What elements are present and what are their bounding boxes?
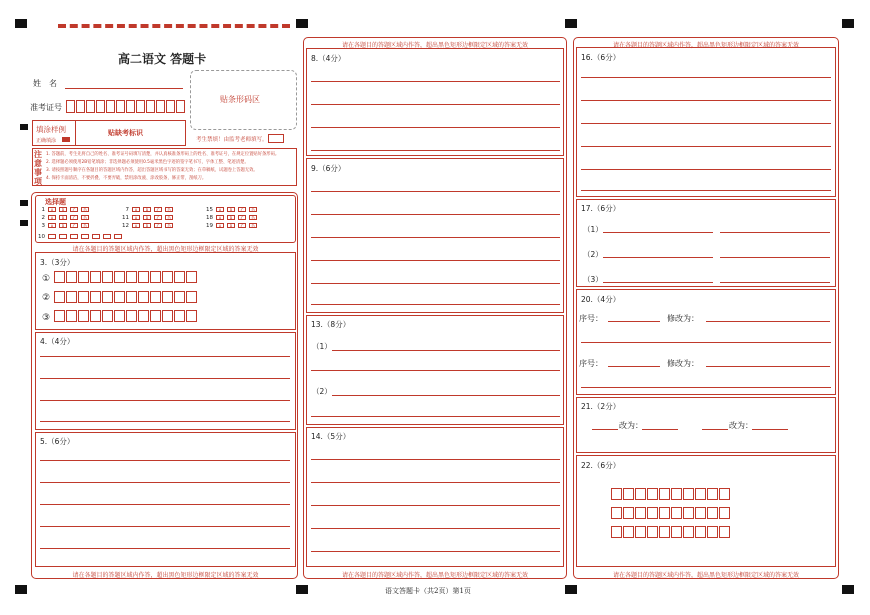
- answer-line[interactable]: [603, 232, 713, 233]
- q16-section: [576, 47, 836, 197]
- answer-line[interactable]: [720, 232, 830, 233]
- q3-grid-row[interactable]: [54, 291, 198, 303]
- q21-word-field[interactable]: [702, 429, 728, 430]
- mc-title: 选择题: [45, 198, 66, 206]
- answer-line[interactable]: [581, 123, 831, 124]
- timing-mark: [20, 124, 28, 130]
- answer-line[interactable]: [581, 100, 831, 101]
- grid-cell[interactable]: [66, 271, 77, 283]
- mc-row[interactable]: 7 A B C D: [120, 207, 176, 213]
- answer-line[interactable]: [332, 395, 560, 396]
- grid-cell[interactable]: [186, 291, 197, 303]
- grid-cell[interactable]: [90, 271, 101, 283]
- answer-line[interactable]: [40, 482, 290, 483]
- fill-sample-label: 填涂样例: [36, 125, 66, 134]
- q20-seq-label: 序号：: [579, 359, 603, 368]
- grid-cell[interactable]: [138, 310, 149, 322]
- grid-cell[interactable]: [150, 310, 161, 322]
- examiner-checkbox[interactable]: [268, 134, 284, 143]
- notice-item: 4. 保持卡面清洁，不要折叠、不要弄破，禁用涂改液、涂改胶条，修正带，刮纸刀。: [46, 176, 207, 181]
- q3-row-label: ③: [42, 313, 51, 323]
- q3-grid-row[interactable]: [54, 271, 198, 283]
- q21-change-field[interactable]: [642, 429, 678, 430]
- q3-title: 3.（3分）: [40, 258, 75, 267]
- notice-item: 3. 请按照题号顺序在各题目的答题区域内作答，超出答题区域书写的答案无效；在草稿纸、试题卷上答题无效。: [46, 168, 258, 173]
- warning-text: 请在各题目的答题区域内作答，超出黑色矩形边框限定区域的答案无效: [341, 572, 528, 579]
- q3-grid-row[interactable]: [54, 310, 198, 322]
- grid-cell[interactable]: [659, 507, 670, 519]
- answer-line[interactable]: [311, 150, 560, 151]
- answer-line[interactable]: [311, 191, 560, 192]
- grid-cell[interactable]: [659, 488, 670, 500]
- grid-cell[interactable]: [695, 526, 706, 538]
- answer-line[interactable]: [311, 283, 560, 284]
- grid-cell[interactable]: [162, 291, 173, 303]
- q5-section: [35, 432, 296, 567]
- fill-sample-sub: 正确填涂: [36, 138, 57, 144]
- grid-cell[interactable]: [683, 507, 694, 519]
- answer-line[interactable]: [40, 548, 290, 549]
- answer-line[interactable]: [311, 81, 560, 82]
- grid-cell[interactable]: [623, 507, 634, 519]
- q21-change-label: 改为：: [729, 421, 753, 430]
- warning-text: 请在各题目的答题区域内作答，超出黑色矩形边框限定区域的答案无效: [612, 42, 799, 49]
- answer-line[interactable]: [581, 169, 831, 170]
- exam-id-boxes[interactable]: [66, 98, 186, 117]
- q9-section: [306, 158, 564, 313]
- grid-cell[interactable]: [186, 310, 197, 322]
- grid-cell[interactable]: [611, 526, 622, 538]
- grid-cell[interactable]: [138, 291, 149, 303]
- warning-text: 请在各题目的答题区域内作答，超出黑色矩形边框限定区域的答案无效: [341, 42, 528, 49]
- q16-title: 16.（6分）: [581, 53, 621, 62]
- answer-line[interactable]: [311, 416, 560, 417]
- timing-mark: [296, 19, 308, 28]
- q22-grid-row[interactable]: [611, 526, 731, 538]
- grid-cell[interactable]: [707, 507, 718, 519]
- q8-title: 8.（4分）: [311, 54, 346, 63]
- grid-cell[interactable]: [78, 291, 89, 303]
- missing-exam-label: 贴缺考标识: [108, 129, 143, 137]
- grid-cell[interactable]: [623, 526, 634, 538]
- q17-sub-label: （1）: [583, 225, 603, 234]
- answer-line[interactable]: [40, 421, 290, 422]
- grid-cell[interactable]: [671, 488, 682, 500]
- q3-row-label: ①: [42, 274, 51, 284]
- timing-mark: [565, 19, 577, 28]
- grid-cell[interactable]: [647, 507, 658, 519]
- grid-cell[interactable]: [114, 310, 125, 322]
- grid-cell[interactable]: [635, 526, 646, 538]
- answer-line[interactable]: [40, 400, 290, 401]
- grid-cell[interactable]: [174, 271, 185, 283]
- answer-line[interactable]: [332, 350, 560, 351]
- grid-cell[interactable]: [54, 310, 65, 322]
- q20-fix-field[interactable]: [706, 366, 830, 367]
- q20-fix-label: 修改为：: [667, 314, 699, 323]
- answer-line[interactable]: [581, 387, 831, 388]
- timing-mark: [842, 19, 854, 28]
- answer-line[interactable]: [720, 257, 830, 258]
- answer-line[interactable]: [581, 342, 831, 343]
- q13-sub-label: （1）: [312, 342, 332, 351]
- grid-cell[interactable]: [647, 526, 658, 538]
- mc-row[interactable]: 18 A B C D: [204, 215, 260, 221]
- grid-cell[interactable]: [138, 271, 149, 283]
- mc-row-10[interactable]: 10: [36, 234, 125, 240]
- grid-cell[interactable]: [90, 310, 101, 322]
- q21-word-field[interactable]: [592, 429, 618, 430]
- q17-sub-label: （2）: [583, 250, 603, 259]
- notice-label: 注意事项: [34, 150, 42, 186]
- answer-line[interactable]: [581, 146, 831, 147]
- grid-cell[interactable]: [126, 291, 137, 303]
- filled-bubble-icon: [62, 137, 70, 142]
- q21-title: 21.（2分）: [581, 402, 621, 411]
- grid-cell[interactable]: [126, 310, 137, 322]
- grid-cell[interactable]: [719, 488, 730, 500]
- answer-line[interactable]: [40, 460, 290, 461]
- mc-row[interactable]: 3 A B C D: [36, 223, 92, 229]
- grid-cell[interactable]: [114, 291, 125, 303]
- answer-line[interactable]: [720, 282, 830, 283]
- q3-row-label: ②: [42, 293, 51, 303]
- q13-sub-label: （2）: [312, 387, 332, 396]
- grid-cell[interactable]: [683, 526, 694, 538]
- answer-line[interactable]: [40, 504, 290, 505]
- mc-row[interactable]: 1 A B C D: [36, 207, 92, 213]
- grid-cell[interactable]: [695, 507, 706, 519]
- answer-line[interactable]: [581, 190, 831, 191]
- grid-cell[interactable]: [162, 271, 173, 283]
- grid-cell[interactable]: [671, 507, 682, 519]
- answer-line[interactable]: [311, 260, 560, 261]
- grid-cell[interactable]: [719, 526, 730, 538]
- grid-cell[interactable]: [66, 291, 77, 303]
- grid-cell[interactable]: [102, 291, 113, 303]
- q17-sub-label: （3）: [583, 275, 603, 284]
- grid-cell[interactable]: [707, 488, 718, 500]
- grid-cell[interactable]: [54, 291, 65, 303]
- examiner-note: 考生禁填！由监考老师填写。: [196, 137, 268, 143]
- grid-cell[interactable]: [186, 271, 197, 283]
- warning-text: 请在各题目的答题区域内作答，超出黑色矩形边框限定区域的答案无效: [72, 246, 259, 253]
- answer-line[interactable]: [311, 505, 560, 506]
- q21-change-label: 改为：: [619, 421, 643, 430]
- q22-grid-row[interactable]: [611, 488, 731, 500]
- grid-cell[interactable]: [647, 488, 658, 500]
- grid-cell[interactable]: [611, 488, 622, 500]
- answer-line[interactable]: [311, 459, 560, 460]
- q9-title: 9.（6分）: [311, 164, 346, 173]
- grid-cell[interactable]: [719, 507, 730, 519]
- exam-id-label: 准考证号: [30, 103, 62, 112]
- grid-cell[interactable]: [66, 310, 77, 322]
- grid-cell[interactable]: [659, 526, 670, 538]
- q20-fix-field[interactable]: [706, 321, 830, 322]
- grid-cell[interactable]: [90, 291, 101, 303]
- timing-mark: [15, 19, 27, 28]
- mc-row[interactable]: 19 A B C D: [204, 223, 260, 229]
- mc-row[interactable]: 2 A B C D: [36, 215, 92, 221]
- grid-cell[interactable]: [126, 271, 137, 283]
- answer-line[interactable]: [603, 257, 713, 258]
- answer-line[interactable]: [311, 528, 560, 529]
- grid-cell[interactable]: [623, 488, 634, 500]
- grid-cell[interactable]: [635, 488, 646, 500]
- q22-title: 22.（6分）: [581, 461, 621, 470]
- answer-line[interactable]: [603, 282, 713, 283]
- answer-line[interactable]: [581, 77, 831, 78]
- grid-cell[interactable]: [78, 310, 89, 322]
- answer-line[interactable]: [311, 482, 560, 483]
- timing-mark: [296, 585, 308, 594]
- answer-line[interactable]: [311, 214, 560, 215]
- answer-line[interactable]: [311, 551, 560, 552]
- timing-mark: [842, 585, 854, 594]
- q21-change-field[interactable]: [752, 429, 788, 430]
- mc-row[interactable]: 15 A B C D: [204, 207, 260, 213]
- page-title: 高二语文 答题卡: [118, 52, 207, 66]
- grid-cell[interactable]: [611, 507, 622, 519]
- grid-cell[interactable]: [162, 310, 173, 322]
- timing-bar: [58, 24, 290, 28]
- q20-title: 20.（4分）: [581, 295, 621, 304]
- barcode-label: 贴条形码区: [220, 95, 260, 104]
- answer-line[interactable]: [311, 237, 560, 238]
- name-field[interactable]: [65, 88, 183, 89]
- q14-title: 14.（5分）: [311, 432, 351, 441]
- grid-cell[interactable]: [150, 291, 161, 303]
- grid-cell[interactable]: [150, 271, 161, 283]
- timing-mark: [565, 585, 577, 594]
- notice-item: 1. 答题前，考生先将自己的姓名、准考证号码填写清楚，并认真核准条形码上的姓名、准考证号，在规定位置贴好条形码。: [46, 152, 280, 157]
- timing-mark: [20, 200, 28, 206]
- grid-cell[interactable]: [683, 488, 694, 500]
- notice-item: 2. 选择题必须使用2B铅笔填涂；非选择题必须使用0.5毫米黑色字迹的签字笔书写，字体工整、笔迹清楚。: [46, 160, 249, 165]
- grid-cell[interactable]: [102, 310, 113, 322]
- grid-cell[interactable]: [114, 271, 125, 283]
- answer-line[interactable]: [40, 356, 290, 357]
- q4-title: 4.（4分）: [40, 337, 75, 346]
- answer-line[interactable]: [40, 526, 290, 527]
- q13-title: 13.（8分）: [311, 320, 351, 329]
- grid-cell[interactable]: [671, 526, 682, 538]
- warning-text: 请在各题目的答题区域内作答，超出黑色矩形边框限定区域的答案无效: [72, 572, 259, 579]
- q17-title: 17.（6分）: [581, 204, 621, 213]
- grid-cell[interactable]: [174, 291, 185, 303]
- page-footer: 语文答题卡（共2页）第1页: [385, 587, 471, 595]
- fill-sample-divider: [75, 120, 76, 146]
- timing-mark: [20, 220, 28, 226]
- answer-line[interactable]: [311, 304, 560, 305]
- answer-line[interactable]: [311, 127, 560, 128]
- q20-seq-label: 序号：: [579, 314, 603, 323]
- grid-cell[interactable]: [102, 271, 113, 283]
- answer-line[interactable]: [311, 104, 560, 105]
- q20-seq-field[interactable]: [608, 366, 660, 367]
- grid-cell[interactable]: [174, 310, 185, 322]
- answer-line[interactable]: [40, 378, 290, 379]
- q5-title: 5.（6分）: [40, 437, 75, 446]
- grid-cell[interactable]: [54, 271, 65, 283]
- mc-row[interactable]: 11 A B C D: [120, 215, 176, 221]
- answer-line[interactable]: [311, 370, 560, 371]
- grid-cell[interactable]: [695, 488, 706, 500]
- mc-row[interactable]: 12 A B C D: [120, 223, 176, 229]
- grid-cell[interactable]: [78, 271, 89, 283]
- warning-text: 请在各题目的答题区域内作答，超出黑色矩形边框限定区域的答案无效: [612, 572, 799, 579]
- q8-section: [306, 48, 564, 156]
- timing-mark: [15, 585, 27, 594]
- q14-section: [306, 427, 564, 567]
- q22-grid-row[interactable]: [611, 507, 731, 519]
- name-label: 姓 名: [33, 79, 57, 88]
- q20-seq-field[interactable]: [608, 321, 660, 322]
- grid-cell[interactable]: [635, 507, 646, 519]
- grid-cell[interactable]: [707, 526, 718, 538]
- q20-fix-label: 修改为：: [667, 359, 699, 368]
